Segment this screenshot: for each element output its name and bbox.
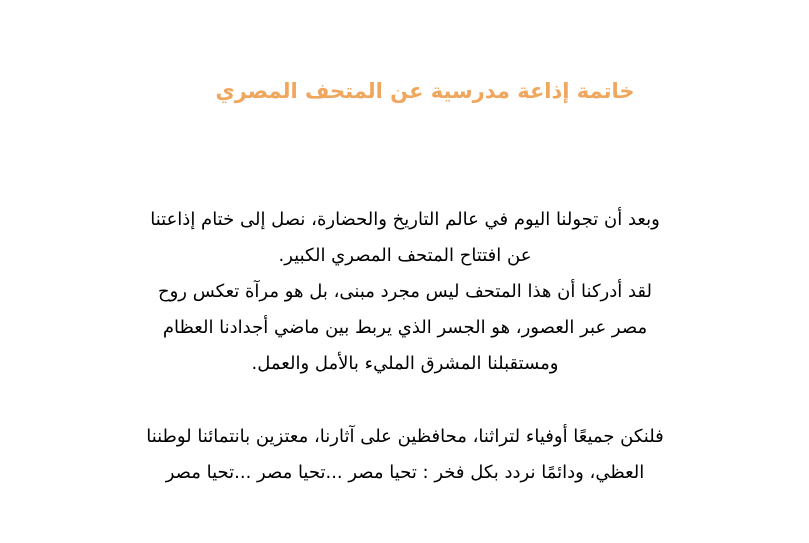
- text-line: لقد أدركنا أن هذا المتحف ليس مجرد مبنى، بل هو مرآة تعكس روح: [157, 281, 653, 302]
- document-title: خاتمة إذاعة مدرسية عن المتحف المصري: [215, 79, 635, 103]
- text-line: ومستقبلنا المشرق المليء بالأمل والعمل.: [251, 353, 559, 374]
- text-line: عن افتتاح المتحف المصري الكبير.: [278, 245, 532, 266]
- text-line: وبعد أن تجولنا اليوم في عالم التاريخ والحضارة، نصل إلى ختام إذاعتنا: [150, 209, 660, 230]
- closing-paragraph-2: [90, 419, 720, 491]
- text-line: مصر عبر العصور، هو الجسر الذي يربط بين ماضي أجدادنا العظام: [162, 317, 648, 338]
- closing-paragraph-1: [90, 202, 720, 382]
- text-line: العظي، ودائمًا نردد بكل فخر : تحيا مصر ...تحيا مصر ...تحيا مصر: [165, 462, 645, 483]
- text-line: فلنكن جميعًا أوفياء لتراثنا، محافظين على آثارنا، معتزين بانتمائنا لوطننا: [146, 426, 664, 447]
